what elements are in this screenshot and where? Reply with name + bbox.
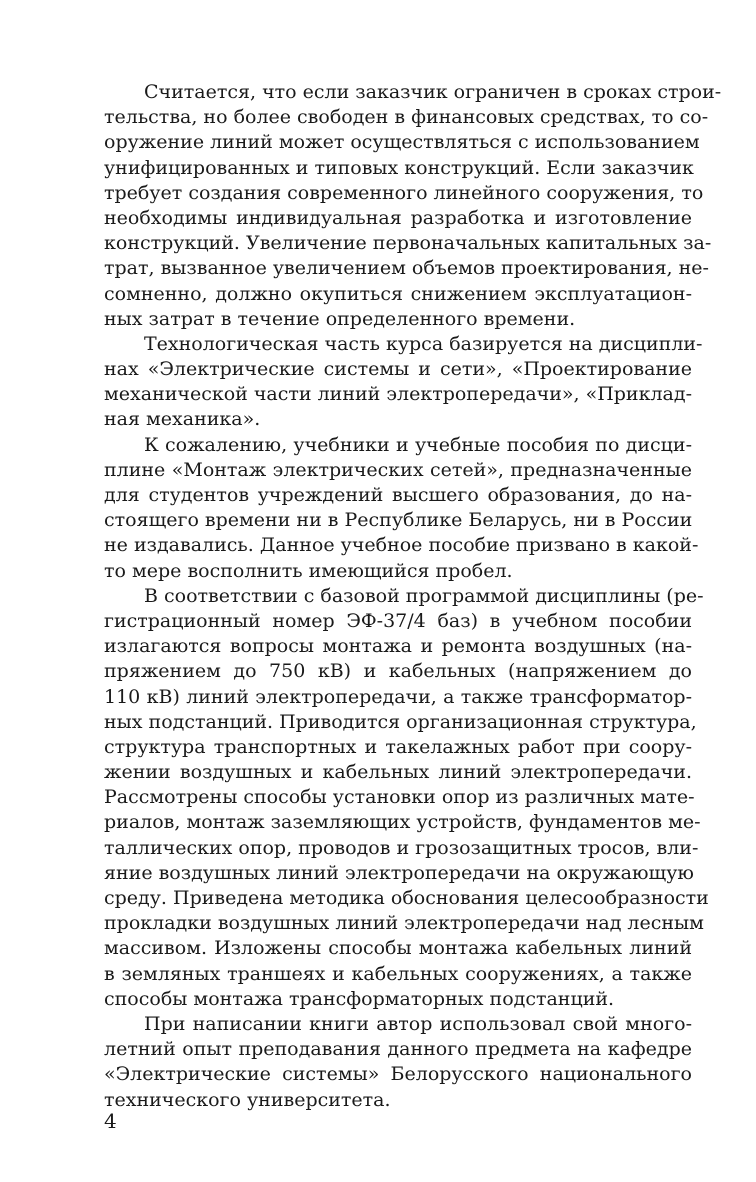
- paragraph: [104, 1012, 692, 1113]
- text-line: в земляных траншеях и кабельных сооружениях, а также: [104, 962, 692, 985]
- text-line: нах «Электрические системы и сети», «Проектирование: [104, 358, 692, 381]
- text-line: конструкций. Увеличение первоначальных капитальных за-: [104, 232, 712, 255]
- text-line: ных затрат в течение определенного времени.: [104, 307, 576, 330]
- text-line: среду. Приведена методика обоснования целесообразности: [104, 887, 709, 909]
- text-line: ных подстанций. Приводится организационная структура,: [104, 710, 697, 733]
- text-line: технического университета.: [104, 1088, 391, 1111]
- text-line: гистрационный номер ЭФ-37/4 баз) в учебном пособии: [104, 609, 692, 632]
- page-number: 4: [104, 1109, 117, 1133]
- text-line: В соответствии с базовой программой дисциплины (ре-: [144, 584, 704, 607]
- text-line: массивом. Изложены способы монтажа кабельных линий: [104, 937, 692, 960]
- text-line: сомненно, должно окупиться снижением эксплуатацион-: [104, 282, 692, 305]
- text-line: Рассмотрены способы установки опор из различных мате-: [104, 786, 695, 809]
- text-line: унифицированных и типовых конструкций. Если заказчик: [104, 156, 694, 179]
- text-line: прокладки воздушных линий электропередачи над лесным: [104, 912, 704, 935]
- text-line: ная механика».: [104, 408, 261, 431]
- text-line: излагаются вопросы монтажа и ремонта воздушных (на-: [104, 635, 692, 658]
- paragraph: [104, 80, 722, 332]
- text-line: Считается, что если заказчик ограничен в сроках строи-: [144, 81, 722, 103]
- text-line: трат, вызванное увеличением объемов проектирования, не-: [104, 257, 709, 280]
- text-line: не издавались. Данное учебное пособие призвано в какой-: [104, 534, 699, 557]
- paragraph: [104, 332, 703, 433]
- text-line: необходимы индивидуальная разработка и изготовление: [104, 206, 692, 229]
- paragraph: [104, 433, 699, 584]
- text-line: структура транспортных и такелажных работ при соору-: [104, 735, 692, 758]
- text-line: таллических опор, проводов и грозозащитных тросов, вли-: [104, 836, 699, 859]
- text-line: яние воздушных линий электропередачи на окружающую: [104, 861, 694, 884]
- text-line: оружение линий может осуществляться с использованием: [104, 131, 700, 154]
- text-line: то мере восполнить имеющийся пробел.: [104, 559, 513, 582]
- text-line: «Электрические системы» Белорусского национального: [104, 1063, 692, 1086]
- text-line: для студентов учреждений высшего образования, до на-: [104, 484, 692, 506]
- text-line: жении воздушных и кабельных линий электропередачи.: [104, 761, 692, 784]
- paragraph: [104, 584, 709, 1012]
- text-line: При написании книги автор использовал свой много-: [144, 1012, 692, 1035]
- text-line: 110 кВ) линий электропередачи, а также трансформатор-: [104, 685, 692, 708]
- text-line: способы монтажа трансформаторных подстанций.: [104, 987, 615, 1010]
- text-line: требует создания современного линейного сооружения, то: [104, 181, 704, 204]
- body-text: [104, 80, 722, 1113]
- text-line: пряжением до 750 кВ) и кабельных (напряжением до: [104, 660, 692, 683]
- text-line: механической части линий электропередачи», «Приклад-: [104, 383, 692, 406]
- text-line: стоящего времени ни в Республике Беларусь, ни в России: [104, 509, 693, 532]
- text-line: Технологическая часть курса базируется на дисципли-: [144, 332, 703, 355]
- text-line: К сожалению, учебники и учебные пособия по дисци-: [144, 433, 692, 456]
- text-line: летний опыт преподавания данного предмета на кафедре: [104, 1038, 692, 1061]
- text-line: риалов, монтаж заземляющих устройств, фундаментов ме-: [104, 811, 701, 834]
- text-line: тельства, но более свободен в финансовых средствах, то со-: [104, 106, 709, 129]
- text-line: плине «Монтаж электрических сетей», предназначенные: [104, 458, 692, 481]
